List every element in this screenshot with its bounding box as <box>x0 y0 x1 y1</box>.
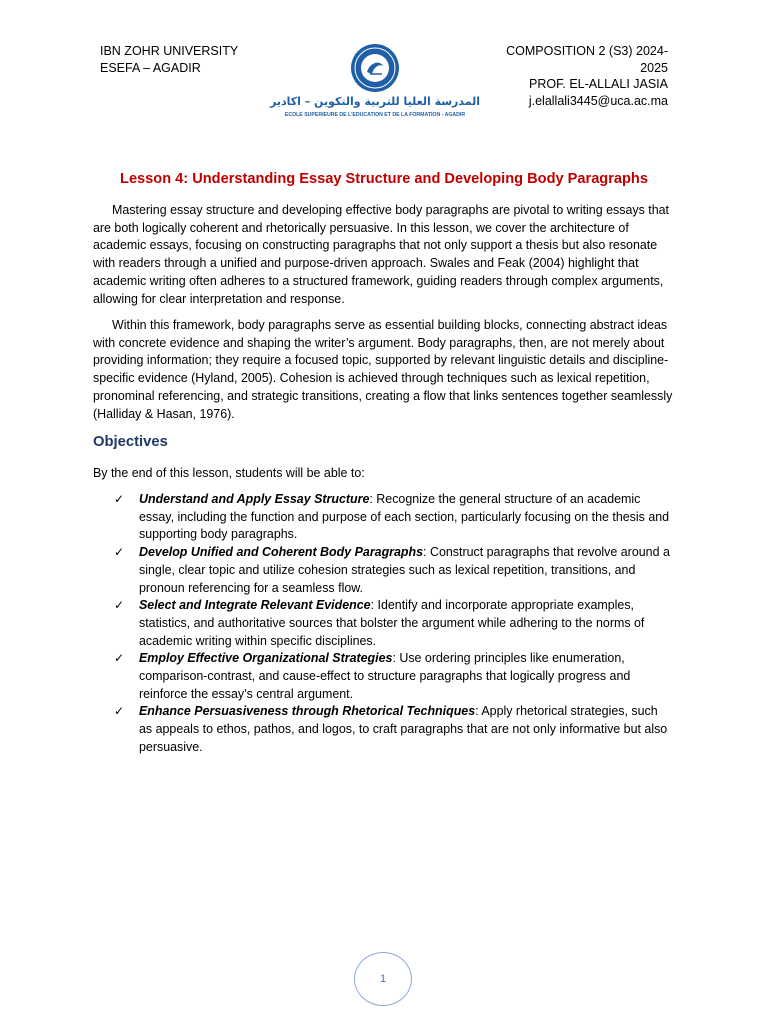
objective-text: : Apply rhetorical strategies, such as appeals to ethos, pathos, and logos, to craft paragraphs that are not only informative but also persuasive. <box>139 704 668 754</box>
objective-term: Develop Unified and Coherent Body Paragraphs <box>139 545 424 560</box>
objective-text: : Identify and incorporate appropriate examples, statistics, and authoritative sources that bolster the argument while adhering to the norms of academic writing within specific disciplines. <box>139 598 645 648</box>
header-professor: PROF. EL-ALLALI JASIA <box>529 77 668 91</box>
paragraph-text: Within this framework, body paragraphs serve as essential building blocks, connecting abstract ideas with concrete evidence and shaping the writer’s argument. Body paragraphs, then, are not merely about providing information; they require a focused topic, supported by relevant linguistic details and discipline-specific evidence (Hyland, 2005). Cohesion is achieved through techniques such as lexical repetition, pronominal referencing, and strategic transitions, creating a flow that links sentences together seamlessly (Halliday & Hasan, 1976). <box>93 318 673 421</box>
objective-text: : Recognize the general structure of an academic essay, including the function and purpose of each section, particularly focusing on the thesis and supporting body paragraphs. <box>139 492 670 542</box>
header-course: COMPOSITION 2 (S3) 2024- <box>506 44 668 58</box>
paragraph-text: Mastering essay structure and developing effective body paragraphs are pivotal to writing essays that are both logically coherent and rhetorically persuasive. In this lesson, we cover the architecture of academic essays, focusing on constructing paragraphs that not only support a thesis but also resonate with readers through a unified and purpose-driven approach. Swales and Feak (2004) highlight that academic writing often adheres to a structured framework, guiding readers through complex arguments, allowing for clear interpretation and response. <box>93 203 670 306</box>
list-item <box>114 650 674 703</box>
objectives-list <box>114 491 674 757</box>
header-university: IBN ZOHR UNIVERSITY <box>100 44 239 58</box>
lesson-title: Lesson 4: Understanding Essay Structure and Developing Body Paragraphs <box>120 171 648 187</box>
intro-paragraph-1 <box>93 202 673 308</box>
objective-term: Select and Integrate Relevant Evidence <box>139 598 371 613</box>
checkmark-icon: ✓ <box>114 492 125 506</box>
header-school: ESEFA – AGADIR <box>100 61 201 75</box>
objective-term: Understand and Apply Essay Structure <box>139 492 370 506</box>
page-number <box>354 952 412 1006</box>
checkmark-icon: ✓ <box>114 651 125 666</box>
logo-french-text: ECOLE SUPERIEURE DE L'EDUCATION ET DE LA FORMATION - AGADIR <box>284 112 466 118</box>
intro-paragraph-2 <box>93 317 673 423</box>
header-institution <box>100 43 238 77</box>
header-course-info <box>488 43 668 109</box>
objective-term: Enhance Persuasiveness through Rhetorical Techniques <box>139 704 476 719</box>
objective-term: Employ Effective Organizational Strategies <box>139 651 393 666</box>
objective-text: : Construct paragraphs that revolve around a single, clear topic and utilize cohesion strategies such as lexical repetition, transitions, and pronoun referencing for a seamless flow. <box>139 545 670 595</box>
checkmark-icon: ✓ <box>114 545 125 560</box>
checkmark-icon: ✓ <box>114 598 125 613</box>
header-course-year: 2025 <box>640 60 668 75</box>
school-logo <box>269 42 481 120</box>
logo-arabic-text: المدرسة العليا للتربية والتكوين – اكادير <box>269 95 481 108</box>
page-number-text: 1 <box>379 973 387 985</box>
objectives-intro: By the end of this lesson, students will be able to: <box>93 466 365 480</box>
list-item <box>114 703 674 756</box>
list-item <box>114 491 674 544</box>
list-item <box>114 597 674 650</box>
header-email: j.elallali3445@uca.ac.ma <box>528 93 668 108</box>
list-item <box>114 544 674 597</box>
objectives-heading: Objectives <box>93 434 168 450</box>
checkmark-icon: ✓ <box>114 704 125 719</box>
objective-text: : Use ordering principles like enumeration, comparison-contrast, and cause-effect to structure paragraphs that logically progress and reinforce the essay’s central argument. <box>139 651 631 701</box>
